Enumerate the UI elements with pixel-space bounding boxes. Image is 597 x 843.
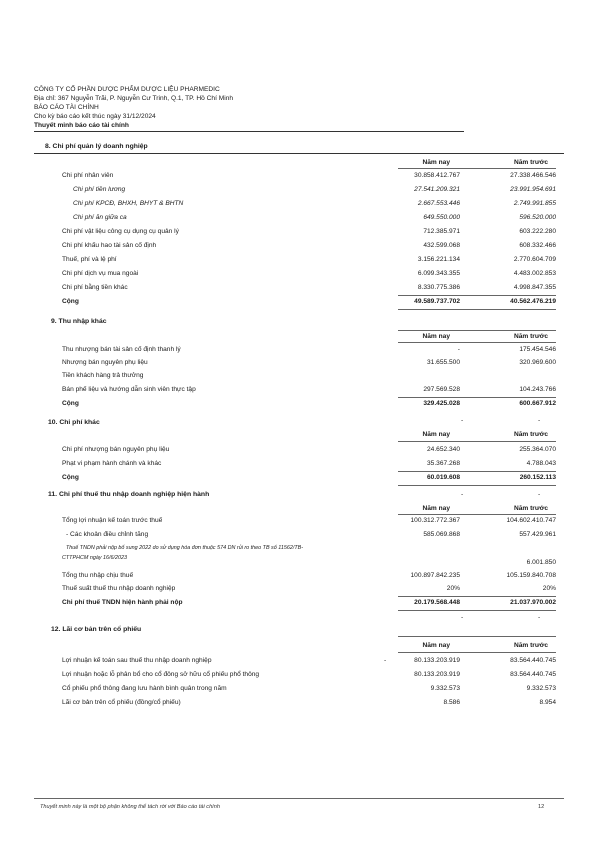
dash-mark: - [461, 614, 464, 621]
value-previous: 2.749.991.855 [513, 200, 556, 207]
value-current: 20% [446, 585, 460, 592]
value-current: 2.667.553.446 [417, 200, 460, 207]
table-row [0, 228, 597, 239]
value-previous: 4.483.002.853 [513, 270, 556, 277]
table-row [0, 585, 597, 596]
total-rule [398, 295, 556, 296]
value-current: 8.330.775.386 [417, 284, 460, 291]
value-previous: 255.364.070 [519, 446, 556, 453]
table-row [0, 242, 597, 253]
value-previous: 83.564.440.745 [510, 671, 556, 678]
column-header-previous: Năm trước [513, 505, 548, 512]
value-previous: 83.564.440.745 [510, 657, 556, 664]
row-label: Thuế suất thuế thu nhập doanh nghiệp [62, 585, 176, 592]
section-11-title: 11. Chi phí thuế thu nhập doanh nghiệp hiện hành [48, 491, 210, 498]
value-previous: 260.152.113 [519, 474, 556, 481]
value-current: 31.655.500 [426, 359, 460, 366]
table-row [0, 699, 597, 710]
row-label: Lợi nhuận hoặc lỗ phân bổ cho cổ đông sở hữu cổ phiếu phổ thông [62, 671, 260, 678]
table-row [0, 186, 597, 197]
value-previous: 603.222.280 [519, 228, 556, 235]
value-current: 649.550.000 [423, 214, 460, 221]
value-previous: 9.332.573 [526, 685, 556, 692]
value-previous: 105.159.840.708 [506, 572, 556, 579]
header-divider [34, 131, 464, 132]
table-row [0, 386, 597, 397]
value-current: 100.897.842.235 [410, 572, 460, 579]
value-previous: 608.332.466 [519, 242, 556, 249]
value-current: 9.332.573 [430, 685, 460, 692]
section-8-title: 8. Chi phí quản lý doanh nghiệp [45, 143, 148, 150]
dash-mark: - [538, 417, 541, 424]
footer-divider [34, 798, 564, 799]
value-current: 80.133.203.919 [414, 671, 460, 678]
value-current: 24.652.340 [426, 446, 460, 453]
column-header-previous: Năm trước [513, 159, 548, 166]
value-previous: 20% [542, 585, 556, 592]
table-row [0, 284, 597, 295]
row-label: Chi phí bằng tiền khác [62, 284, 128, 291]
row-label: Thu nhượng bán tài sản cố định thanh lý [62, 346, 181, 353]
dash-mark: - [461, 417, 464, 424]
table-row [0, 531, 597, 542]
dash-mark: - [538, 614, 541, 621]
report-title: BÁO CÁO TÀI CHÍNH [34, 104, 99, 111]
value-previous: 4.788.043 [526, 460, 556, 467]
column-header-previous: Năm trước [513, 333, 548, 340]
value-current: 30.858.412.767 [414, 172, 460, 179]
total-rule-bottom [398, 610, 556, 611]
total-row [0, 298, 597, 309]
table-row [0, 460, 597, 471]
row-label: - Các khoản điều chỉnh tăng [66, 531, 149, 538]
value-current: - [457, 346, 460, 353]
table-row [0, 446, 597, 457]
report-period: Cho kỳ báo cáo kết thúc ngày 31/12/2024 [34, 113, 156, 120]
total-rule-bottom [398, 485, 556, 486]
row-label: Chi phí khấu hao tài sản cố định [62, 242, 157, 249]
value-current: 80.133.203.919 [414, 657, 460, 664]
table-row [0, 359, 597, 370]
row-label: Cộng [62, 298, 79, 305]
value-previous: 2.770.604.709 [513, 256, 556, 263]
value-previous: 600.667.912 [519, 400, 556, 407]
value-current: 297.569.528 [423, 386, 460, 393]
column-header-current: Năm nay [422, 505, 450, 512]
row-label: Chi phí thuế TNDN hiện hành phải nộp [62, 599, 183, 606]
row-label: Tổng thu nhập chịu thuế [62, 572, 134, 579]
column-header-rule-top [398, 636, 556, 637]
section-10-title: 10. Chi phí khác [48, 419, 100, 426]
row-label: Thuế, phí và lệ phí [62, 256, 117, 263]
row-label: Nhượng bán nguyên phụ liệu [62, 359, 148, 366]
value-current: 35.367.268 [426, 460, 460, 467]
table-row [0, 671, 597, 682]
row-label: Chi phí KPCĐ, BHXH, BHYT & BHTN [73, 200, 184, 207]
row-label: Phạt vi phạm hành chánh và khác [62, 460, 162, 467]
value-current: 712.385.971 [423, 228, 460, 235]
row-label: Tiền khách hàng trả thưởng [62, 372, 144, 379]
value-previous: 104.602.410.747 [506, 517, 556, 524]
value-previous: 320.969.600 [519, 359, 556, 366]
value-current: 3.156.221.134 [417, 256, 460, 263]
table-row [0, 372, 597, 383]
column-header-previous: Năm trước [513, 642, 548, 649]
page-number: 12 [538, 804, 545, 810]
column-header-rule [398, 652, 556, 653]
section-8-divider [34, 153, 564, 154]
column-header-current: Năm nay [422, 642, 450, 649]
row-label: Cộng [62, 400, 79, 407]
value-previous: 596.520.000 [519, 214, 556, 221]
value-previous: 175.454.546 [519, 346, 556, 353]
row-label: Lợi nhuận kế toán sau thuế thu nhập doanh nghiệp [62, 657, 212, 664]
value-current: 49.589.737.702 [414, 298, 460, 305]
footer-note: Thuyết minh này là một bộ phận không thể tách rời với Báo cáo tài chính [40, 804, 220, 810]
section-9-title: 9. Thu nhập khác [51, 318, 107, 325]
total-rule [398, 596, 556, 597]
column-header-rule [398, 514, 556, 515]
value-current: 585.069.868 [423, 531, 460, 538]
value-previous: 6.001.850 [526, 559, 556, 566]
row-label: Tổng lợi nhuận kế toán trước thuế [62, 517, 163, 524]
dash-mark: - [538, 491, 541, 498]
company-name: CÔNG TY CỔ PHẦN DƯỢC PHẨM DƯỢC LIỆU PHARMEDIC [34, 86, 220, 93]
column-header-rule-top [398, 330, 556, 331]
table-row [0, 172, 597, 183]
table-row [0, 657, 597, 668]
table-row [0, 270, 597, 281]
table-row [0, 256, 597, 267]
dash-mark: - [461, 491, 464, 498]
notes-title: Thuyết minh báo cáo tài chính [34, 122, 129, 129]
column-header-current: Năm nay [422, 159, 450, 166]
total-row [0, 599, 597, 610]
row-label: Chi phí vật liệu công cụ dụng cụ quản lý [62, 228, 179, 235]
company-address: Địa chỉ: 367 Nguyễn Trãi, P. Nguyễn Cư Trinh, Q.1, TP. Hồ Chí Minh [34, 95, 234, 102]
column-header-current: Năm nay [422, 431, 450, 438]
total-row [0, 474, 597, 485]
value-current: 60.019.608 [426, 474, 460, 481]
row-label: Cộng [62, 474, 79, 481]
column-header-previous: Năm trước [513, 431, 548, 438]
value-previous: 557.429.961 [519, 531, 556, 538]
value-current: 27.541.209.321 [414, 186, 460, 193]
value-previous: 23.991.954.691 [510, 186, 556, 193]
table-row [0, 685, 597, 696]
table-row [0, 214, 597, 225]
value-previous: 4.998.847.355 [513, 284, 556, 291]
row-label: Chi phí ăn giữa ca [73, 214, 127, 221]
value-current: 20.179.568.448 [414, 599, 460, 606]
value-previous: 8.954 [539, 699, 556, 706]
total-rule-bottom [398, 309, 556, 310]
table-row [0, 572, 597, 583]
table-row [0, 555, 597, 566]
dash-mark: - [384, 657, 387, 664]
total-row [0, 400, 597, 411]
value-previous: 40.562.476.219 [510, 298, 556, 305]
value-current: 6.099.343.355 [417, 270, 460, 277]
section-12-title: 12. Lãi cơ bản trên cổ phiếu [51, 626, 142, 633]
value-current: 8.586 [443, 699, 460, 706]
value-previous: 27.338.466.546 [510, 172, 556, 179]
value-current: 100.312.772.367 [410, 517, 460, 524]
row-label: CTTPHCM ngày 16/6/2023 [62, 555, 128, 561]
value-previous: 21.037.970.002 [510, 599, 556, 606]
row-label: Lãi cơ bản trên cổ phiếu (đồng/cổ phiếu) [62, 699, 181, 706]
row-label: Cổ phiếu phổ thông đang lưu hành bình quân trong năm [62, 685, 227, 692]
row-label: Chi phí dịch vụ mua ngoài [62, 270, 139, 277]
column-header-rule [398, 168, 556, 169]
table-row [0, 517, 597, 528]
value-current: 432.599.068 [423, 242, 460, 249]
column-header-rule [398, 342, 556, 343]
total-rule [398, 471, 556, 472]
row-label: Chi phí nhượng bán nguyên phụ liệu [62, 446, 170, 453]
row-label: Bán phế liệu và hướng dẫn sinh viên thực tập [62, 386, 196, 393]
total-rule [398, 397, 556, 398]
value-current: 329.425.028 [423, 400, 460, 407]
column-header-current: Năm nay [422, 333, 450, 340]
table-row [0, 346, 597, 357]
table-row [0, 200, 597, 211]
row-label: Chi phí tiền lương [73, 186, 126, 193]
row-label: Chi phí nhân viên [62, 172, 114, 179]
value-previous: 104.243.766 [519, 386, 556, 393]
row-label: Thuế TNDN phải nộp bổ sung 2022 do sử dụng hóa đơn thuộc 574 DN rủi ro theo TB số 11562/TB- [66, 545, 304, 551]
column-header-rule [398, 441, 556, 442]
